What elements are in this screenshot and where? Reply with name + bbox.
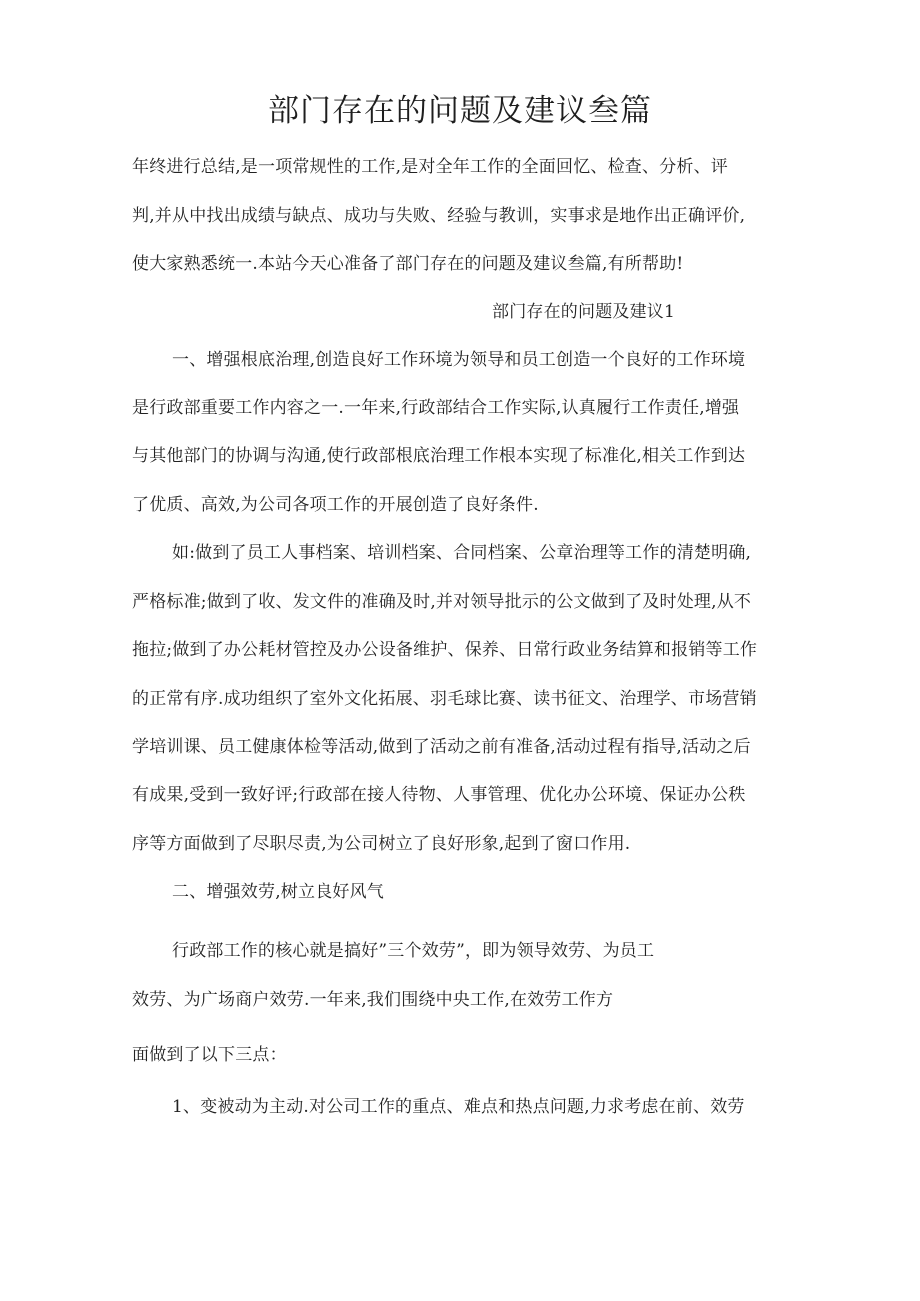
list-item: 1、变被动为主动.对公司工作的重点、难点和热点问题,力求考虑在前、效劳 (172, 1097, 745, 1117)
intro-line: 判,并从中找出成绩与缺点、成功与失败、经验与教训，实事求是地作出正确评价, (132, 206, 746, 226)
paragraph-line: 了优质、高效,为公司各项工作的开展创造了良好条件. (132, 495, 539, 515)
paragraph-line: 序等方面做到了尽职尽责,为公司树立了良好形象,起到了窗口作用. (132, 834, 631, 854)
paragraph-line: 严格标准;做到了收、发文件的准确及时,并对领导批示的公文做到了及时处理,从不 (132, 592, 752, 612)
intro-line: 使大家熟悉统一.本站今天心准备了部门存在的问题及建议叁篇,有所帮助! (132, 254, 684, 274)
paragraph-line: 效劳、为广场商户效劳.一年来,我们围绕中央工作,在效劳工作方 (132, 990, 614, 1010)
paragraph-line: 与其他部门的协调与沟通,使行政部根底治理工作根本实现了标准化,相关工作到达 (132, 446, 746, 466)
paragraph-line: 拖拉;做到了办公耗材管控及办公设备维护、保养、日常行政业务结算和报销等工作 (132, 640, 758, 660)
paragraph-line: 有成果,受到一致好评;行政部在接人待物、人事管理、优化办公环境、保证办公秩 (132, 785, 746, 805)
paragraph-line: 学培训课、员工健康体检等活动,做到了活动之前有准备,活动过程有指导,活动之后 (132, 737, 751, 757)
section-heading: 部门存在的问题及建议1 (492, 302, 676, 322)
document-title: 部门存在的问题及建议叁篇 (268, 93, 652, 129)
section-heading: 二、增强效劳,树立良好风气 (172, 882, 385, 902)
paragraph-line: 的正常有序.成功组织了室外文化拓展、羽毛球比赛、读书征文、治理学、市场营销 (132, 689, 757, 709)
paragraph-line: 如:做到了员工人事档案、培训档案、合同档案、公章治理等工作的清楚明确, (172, 543, 752, 563)
paragraph-line: 一、增强根底治理,创造良好工作环境为领导和员工创造一个良好的工作环境 (172, 350, 746, 370)
intro-line: 年终进行总结,是一项常规性的工作,是对全年工作的全面回忆、检查、分析、评 (132, 157, 729, 177)
paragraph-line: 是行政部重要工作内容之一.一年来,行政部结合工作实际,认真履行工作责任,增强 (132, 398, 740, 418)
paragraph-line: 面做到了以下三点： (132, 1045, 287, 1065)
paragraph-line: 行政部工作的核心就是搞好”三个效劳”，即为领导效劳、为员工 (172, 941, 655, 961)
